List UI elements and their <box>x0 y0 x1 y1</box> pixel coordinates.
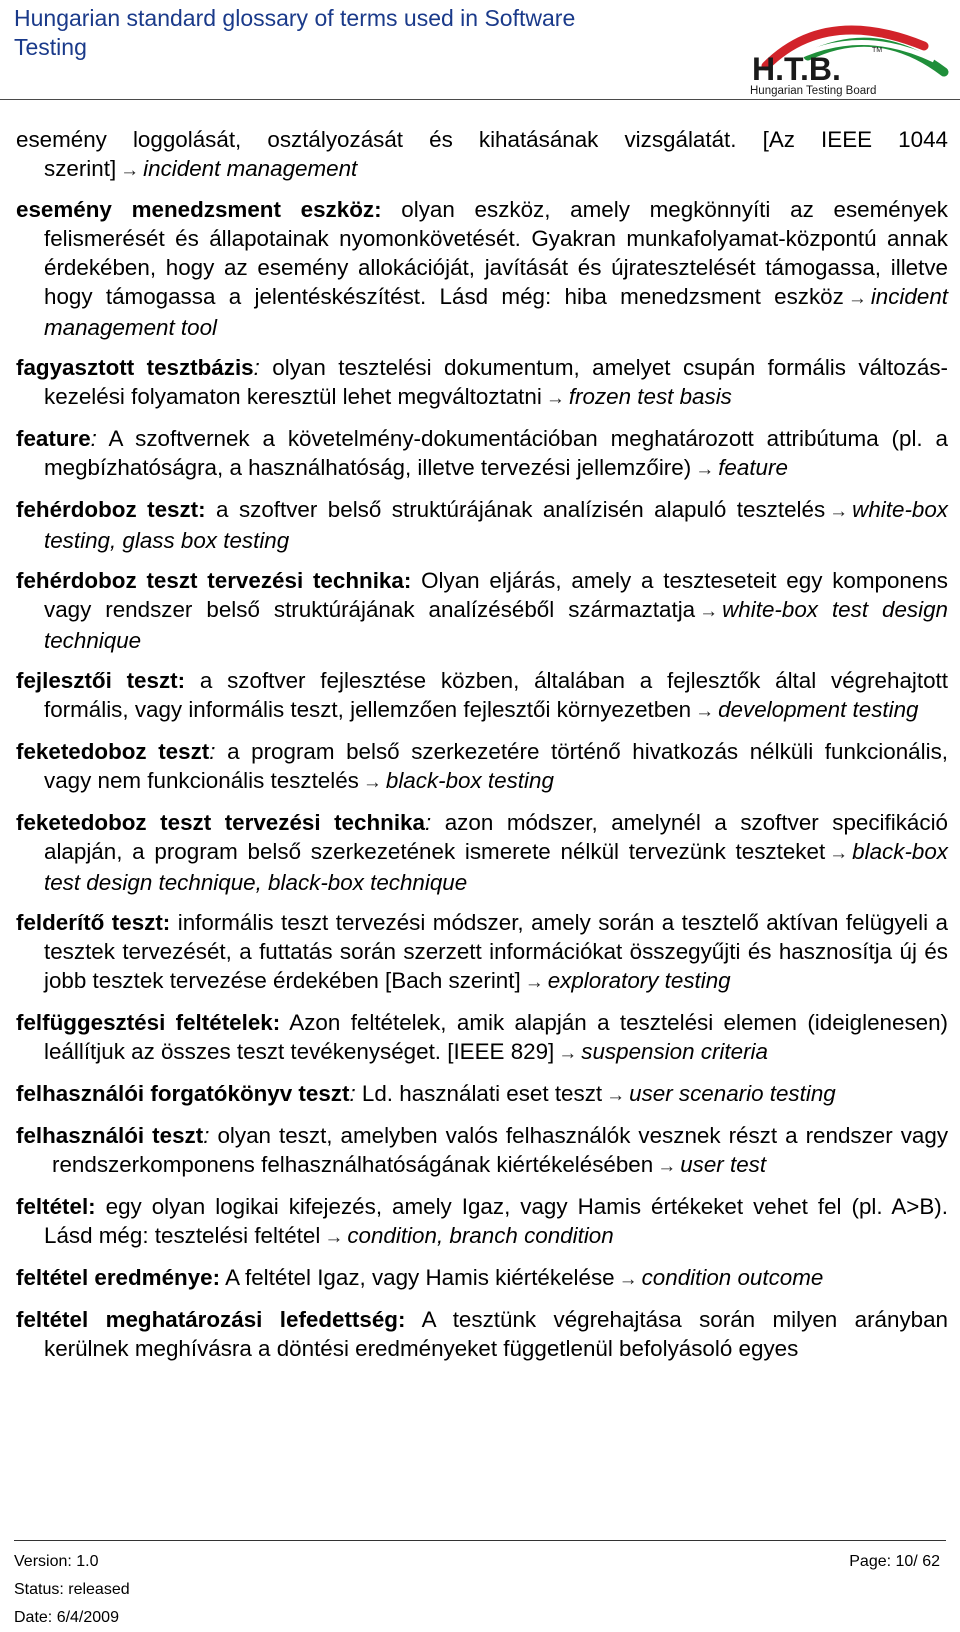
arrow-icon: → <box>695 701 715 722</box>
entry-english-term: white-box testing, glass box testing <box>44 497 948 553</box>
glossary-entry <box>16 908 948 997</box>
glossary-entry <box>16 424 948 484</box>
entry-english-term: user scenario testing <box>629 1081 836 1106</box>
glossary-entry <box>16 125 948 185</box>
glossary-entry <box>16 353 948 413</box>
entry-definition: a program belső szerkezetére történő hivatkozás nélküli funkcionális, vagy nem funkcionális tesztelés <box>44 739 948 793</box>
arrow-icon: → <box>606 1085 626 1106</box>
entry-definition: informális teszt tervezési módszer, amely során a tesztelő aktívan felügyeli a tesztek tervezését, a futtatás során szerzett információkat összegyűjti és hasznosítja új és jobb tesztek tervezése érdekében [Bach szerint] <box>44 910 948 993</box>
entry-separator: : <box>253 355 260 380</box>
glossary-body <box>0 125 960 1374</box>
entry-english-term: black-box test design technique, black-box technique <box>44 839 948 895</box>
entry-english-term: condition, branch condition <box>347 1223 614 1248</box>
entry-separator: : <box>424 810 432 835</box>
entry-definition: olyan teszt, amelyben valós felhasználók vesznek részt a rendszer vagy rendszerkomponens felhasználhatóságának kiértékelésében <box>52 1123 949 1177</box>
entry-term: fehérdoboz teszt tervezési technika: <box>16 568 412 593</box>
entry-separator: : <box>349 1081 356 1106</box>
entry-term: fagyasztott tesztbázis <box>16 355 254 380</box>
entry-term: felhasználói teszt <box>16 1123 204 1148</box>
logo-tm: TM <box>872 47 883 54</box>
entry-definition: Olyan eljárás, amely a teszteseteit egy komponens vagy rendszer belső struktúrájának analízéséből származtatja <box>44 568 948 622</box>
page-header <box>0 0 960 100</box>
entry-separator: : <box>90 426 97 451</box>
entry-english-term: development testing <box>718 697 919 722</box>
entry-english-term: incident management tool <box>44 284 948 340</box>
entry-definition: esemény loggolását, osztályozását és kihatásának vizsgálatát. [Az IEEE 1044 szerint] <box>16 127 948 181</box>
footer-version: Version: 1.0 <box>14 1553 99 1570</box>
entry-english-term: black-box testing <box>385 768 554 793</box>
glossary-entry <box>16 1121 948 1181</box>
entry-term: feltétel meghatározási lefedettség: <box>16 1307 406 1332</box>
entry-separator: : <box>209 739 216 764</box>
logo-text: H.T.B. <box>752 51 841 87</box>
entry-definition: A tesztünk végrehajtása során milyen arányban kerülnek meghívásra a döntési eredményeket függetlenül befolyásoló egyes <box>44 1307 949 1361</box>
entry-definition: a szoftver fejlesztése közben, általában a fejlesztők által végrehajtott formális, vagy informális teszt, jellemzően fejlesztői környezetben <box>44 668 949 722</box>
entry-definition: A feltétel Igaz, vagy Hamis kiértékelése <box>220 1265 615 1290</box>
entry-english-term: condition outcome <box>641 1265 824 1290</box>
glossary-entry <box>16 808 948 897</box>
arrow-icon: → <box>545 388 565 409</box>
entry-english-term: feature <box>718 455 788 480</box>
arrow-icon: → <box>618 1269 638 1290</box>
htb-logo-icon <box>748 12 956 98</box>
glossary-entry <box>16 1263 948 1294</box>
arrow-icon: → <box>829 843 849 864</box>
entry-english-term: user test <box>680 1152 767 1177</box>
document-title: Hungarian standard glossary of terms used in Software Testing <box>14 5 576 60</box>
entry-separator: : <box>203 1123 210 1148</box>
header-divider <box>0 99 960 100</box>
glossary-entry <box>16 1008 948 1068</box>
entry-english-term: incident management <box>143 156 358 181</box>
arrow-icon: → <box>324 1227 344 1248</box>
entry-definition: a szoftver belső struktúrájának analízisén alapuló tesztelés <box>205 497 826 522</box>
entry-definition: egy olyan logikai kifejezés, amely Igaz, vagy Hamis értékeket vehet fel (pl. A>B). Lásd még: tesztelési feltétel <box>44 1194 948 1248</box>
glossary-entry <box>16 666 948 726</box>
entry-definition: azon módszer, amelynél a szoftver specifikáció alapján, a program belső szerkezetének ismerete nélkül tervezünk teszteket <box>44 810 948 864</box>
footer-status: Status: released <box>14 1581 130 1598</box>
glossary-entry <box>16 195 948 342</box>
arrow-icon: → <box>695 459 715 480</box>
entry-definition: Azon feltételek, amik alapján a tesztelési elemen (ideiglenesen) leállítjuk az összes teszt tevékenységet. [IEEE 829] <box>44 1010 948 1064</box>
entry-term: fehérdoboz teszt: <box>16 497 206 522</box>
arrow-icon: → <box>524 972 544 993</box>
entry-english-term: frozen test basis <box>568 384 732 409</box>
entry-term: feltétel eredménye: <box>16 1265 221 1290</box>
glossary-entry <box>16 737 948 797</box>
footer-date: Date: 6/4/2009 <box>14 1609 119 1626</box>
arrow-icon: → <box>699 601 719 622</box>
arrow-icon: → <box>847 288 867 309</box>
arrow-icon: → <box>829 501 849 522</box>
htb-logo <box>748 12 956 98</box>
footer-page-number: Page: 10/ 62 <box>849 1553 940 1570</box>
arrow-icon: → <box>120 160 140 181</box>
entry-english-term: white-box test design technique <box>44 597 949 653</box>
entry-term: feature <box>16 426 91 451</box>
arrow-icon: → <box>558 1043 578 1064</box>
entry-term: feketedoboz teszt <box>16 739 210 764</box>
entry-term: feltétel: <box>16 1194 96 1219</box>
glossary-entry <box>16 566 948 655</box>
entry-term: fejlesztői teszt: <box>16 668 186 693</box>
entry-definition: olyan eszköz, amely megkönnyíti az események felismerését és állapotainak nyomonkövetését. Gyakran munkafolyamat-központú annak érdekében, hogy az esemény allokációját, javítását és újratesztelését támogassa, illetve hogy támogassa a jelentéskészítést. Lásd még: hiba menedzsment eszköz <box>44 197 949 309</box>
entry-term: esemény menedzsment eszköz: <box>16 197 382 222</box>
entry-english-term: exploratory testing <box>547 968 731 993</box>
entry-definition: A szoftvernek a követelmény-dokumentációban meghatározott attribútuma (pl. a megbízhatóságra, a használhatóság, illetve tervezési jellemzőire) <box>44 426 948 480</box>
entry-english-term: suspension criteria <box>581 1039 768 1064</box>
glossary-entry <box>16 1305 948 1363</box>
entry-definition: Ld. használati eset teszt <box>355 1081 603 1106</box>
glossary-entry <box>16 1192 948 1252</box>
entry-term: felhasználói forgatókönyv teszt <box>16 1081 350 1106</box>
footer-divider <box>14 1540 946 1541</box>
entry-term: felderítő teszt: <box>16 910 171 935</box>
arrow-icon: → <box>657 1156 677 1177</box>
logo-subtitle: Hungarian Testing Board <box>750 85 877 97</box>
footer-meta <box>14 1548 130 1632</box>
entry-term: felfüggesztési feltételek: <box>16 1010 281 1035</box>
glossary-entry <box>16 1079 948 1110</box>
entry-definition: olyan tesztelési dokumentum, amelyet csupán formális változás-kezelési folyamaton keresztül lehet megváltoztatni <box>44 355 949 409</box>
glossary-entry <box>16 495 948 555</box>
entry-term: feketedoboz teszt tervezési technika <box>16 810 425 835</box>
arrow-icon: → <box>362 772 382 793</box>
